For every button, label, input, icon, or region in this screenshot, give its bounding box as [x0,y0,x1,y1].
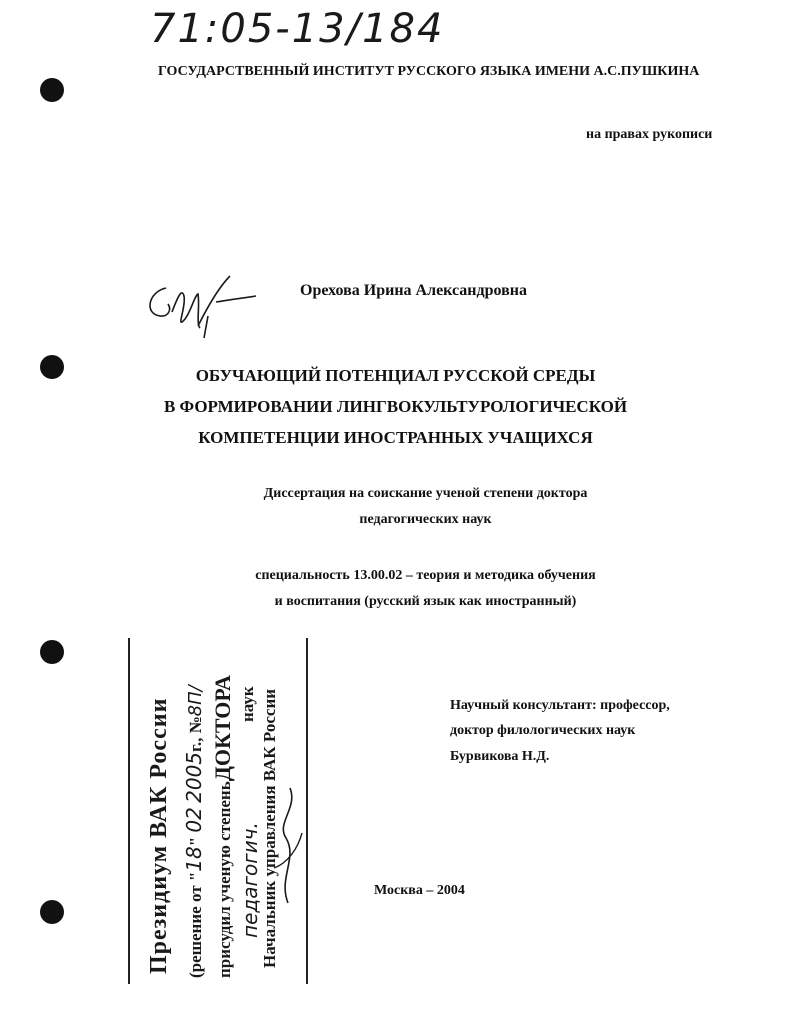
degree-line-1: Диссертация на соискание ученой степени доктора [263,486,588,501]
stamp-line-field [238,822,262,938]
specialty-line-2: и воспитания (русский язык как иностранный) [274,594,577,609]
punch-hole-1 [40,78,64,102]
specialty-line-1: специальность 13.00.02 – теория и методика обучения [255,568,596,583]
stamp-degree: ДОКТОРА [210,675,235,782]
stamp-year: 2005 [182,751,206,803]
institution-name: ГОСУДАРСТВЕННЫЙ ИНСТИТУТ РУССКОГО ЯЗЫКА ИМЕНИ А.С.ПУШКИНА [158,64,700,79]
stamp-sciences: наук [238,686,257,722]
stamp-line-presidium: Президиум ВАК России [146,697,172,974]
stamp-month: 02 [182,807,206,833]
punch-hole-3 [40,640,64,664]
stamp-day: 18 [182,846,206,872]
stamp-line-decision [182,685,206,978]
manuscript-note: на правах рукописи [586,127,713,142]
archive-number: 71:05-13/184 [150,6,445,52]
stamp-awarded-text: присудил ученую степень [215,781,234,978]
dissertation-title-line-3: КОМПЕТЕНЦИИ ИНОСТРАННЫХ УЧАЩИХСЯ [198,428,593,447]
stamp-number: 8П/ [185,685,206,717]
vak-approval-stamp [128,638,308,1008]
stamp-field: педагогич. [238,822,262,938]
author-name: Орехова Ирина Александровна [300,282,527,299]
author-signature [138,266,268,346]
stamp-line-awarded [210,675,236,978]
stamp-decision-prefix: (решение от " [186,871,205,978]
stamp-decision-quote: " [186,836,205,847]
dissertation-title-line-2: В ФОРМИРОВАНИИ ЛИНГВОКУЛЬТУРОЛОГИЧЕСКОЙ [163,397,628,416]
stamp-line-head: Начальник управления ВАК России [260,688,279,968]
dissertation-title-line-1: ОБУЧАЮЩИЙ ПОТЕНЦИАЛ РУССКОЙ СРЕДЫ [195,366,596,385]
punch-hole-4 [40,900,64,924]
city-year: Москва – 2004 [374,883,465,898]
degree-line-2: педагогических наук [359,512,492,527]
stamp-decision-number-label: г., № [186,716,205,752]
advisor-line-1: Научный консультант: профессор, [450,698,670,713]
advisor-line-2: доктор филологических наук [450,723,636,738]
stamp-signature [268,778,308,908]
advisor-line-3: Бурвикова Н.Д. [450,749,550,764]
